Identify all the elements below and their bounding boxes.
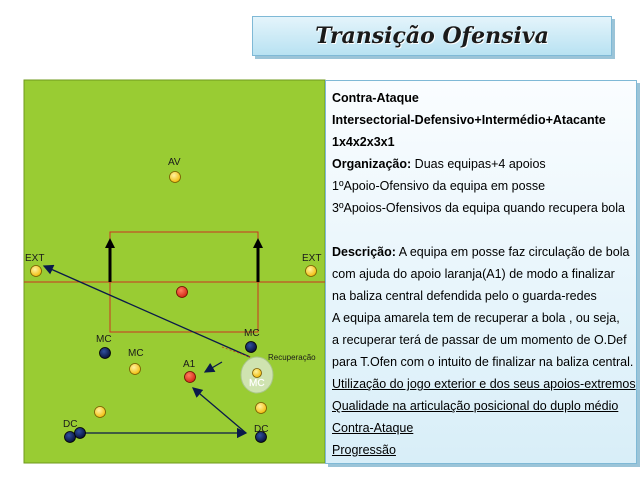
pitch-area: [24, 80, 325, 463]
player-ext-right: [306, 266, 317, 277]
player-mc-navy-right: [246, 342, 257, 353]
info-link-duplo-medio[interactable]: Qualidade na articulação posicional do duplo médio: [332, 399, 619, 413]
info-organizacao-text: Duas equipas+4 apoios: [411, 157, 546, 171]
info-line-11: a recuperar terá de passar de um momento de O.Def: [332, 333, 627, 347]
info-descricao-label: Descrição:: [332, 245, 396, 259]
player-dc-navy-a: [65, 432, 76, 443]
description-panel: [325, 80, 637, 464]
label-mc-highlight: MC: [249, 378, 265, 389]
info-line-10: A equipa amarela tem de recuperar a bola , ou seja,: [332, 311, 620, 325]
ball-center: [177, 287, 188, 298]
info-line-12: para T.Ofen com o intuito de finalizar na baliza central.: [332, 355, 634, 369]
label-ext-left: EXT: [25, 253, 45, 264]
player-ext-left: [31, 266, 42, 277]
label-mc-right: MC: [244, 328, 260, 339]
info-apoio-3: 3ºApoios-Ofensivos da equipa quando recupera bola: [332, 201, 625, 215]
player-yellow-low-left: [95, 407, 106, 418]
info-contra-ataque: Contra-Ataque: [332, 91, 419, 105]
info-descricao-text: A equipa em posse faz circulação de bola: [395, 245, 630, 259]
label-dc-left: DC: [63, 419, 78, 430]
info-line-9: na baliza central defendida pelo o guarda-redes: [332, 289, 597, 303]
label-a1: A1: [183, 359, 196, 370]
label-mc-left: MC: [96, 334, 112, 345]
info-link-jogo-exterior[interactable]: Utilização do jogo exterior e dos seus apoios-extremos: [332, 377, 636, 391]
info-line-8: com ajuda do apoio laranja(A1) de modo a finalizar: [332, 267, 615, 281]
info-descricao: [332, 245, 629, 259]
label-av: AV: [168, 157, 181, 168]
player-mc-yellow: [130, 364, 141, 375]
label-ext-right: EXT: [302, 253, 322, 264]
info-link-contra-ataque[interactable]: Contra-Ataque: [332, 421, 414, 435]
label-mc-mid: MC: [128, 348, 144, 359]
label-recuperacao: Recuperação: [268, 353, 316, 362]
page-title: Transição Ofensiva: [315, 23, 549, 49]
player-mc-navy-left: [100, 348, 111, 359]
info-formation: 1x4x2x3x1: [332, 135, 395, 149]
player-mc-recovery: [253, 369, 262, 378]
info-organizacao-label: Organização:: [332, 157, 412, 171]
player-yellow-low-right: [256, 403, 267, 414]
player-av: [170, 172, 181, 183]
info-intersectorial: Intersectorial-Defensivo+Intermédio+Atacante: [332, 113, 606, 127]
info-link-progressao[interactable]: Progressão: [332, 443, 396, 457]
info-apoio-1: 1ºApoio-Ofensivo da equipa em posse: [332, 179, 546, 193]
label-dc-right: DC: [254, 424, 269, 435]
player-a1: [185, 372, 196, 383]
info-organizacao: [332, 157, 546, 171]
